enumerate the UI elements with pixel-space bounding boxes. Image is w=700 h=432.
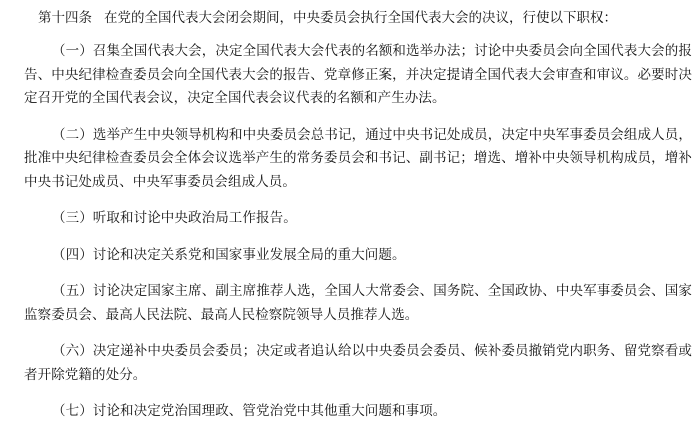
article-number: 第十四条 <box>38 10 92 26</box>
article-heading <box>38 6 692 30</box>
item-2: （二）选举产生中央领导机构和中央委员会总书记，通过中央书记处成员，决定中央军事委员会组成人员，批准中央纪律检查委员会全体会议选举产生的常务委员会和书记、副书记；增选、增补中央领导机构成员，增补中央书记处成员、中央军事委员会组成人员。 <box>24 126 692 190</box>
item-7: （七）讨论和决定党治国理政、管党治党中其他重大问题和事项。 <box>52 403 447 419</box>
item-4: （四）讨论和决定关系党和国家事业发展全局的重大问题。 <box>52 246 406 263</box>
item-3: （三）听取和讨论中央政治局工作报告。 <box>52 210 297 226</box>
item-6: （六）决定递补中央委员会委员；决定或者追认给以中央委员会委员、候补委员撤销党内职务、留党察看或者开除党籍的处分。 <box>24 343 692 383</box>
article-intro: 在党的全国代表大会闭会期间，中央委员会执行全国代表大会的决议，行使以下职权： <box>104 10 617 26</box>
item-5: （五）讨论决定国家主席、副主席推荐人选，全国人大常委会、国务院、全国政协、中央军事委员会、国家监察委员会、最高人民法院、最高人民检察院领导人员推荐人选。 <box>24 283 692 323</box>
item-1: （一）召集全国代表大会，决定全国代表大会代表的名额和选举办法；讨论中央委员会向全国代表大会的报告、中央纪律检查委员会向全国代表大会的报告、党章修正案，并决定提请全国代表大会审查和审议。必要时决定召开党的全国代表会议，决定全国代表会议代表的名额和产生办法。 <box>24 43 692 106</box>
